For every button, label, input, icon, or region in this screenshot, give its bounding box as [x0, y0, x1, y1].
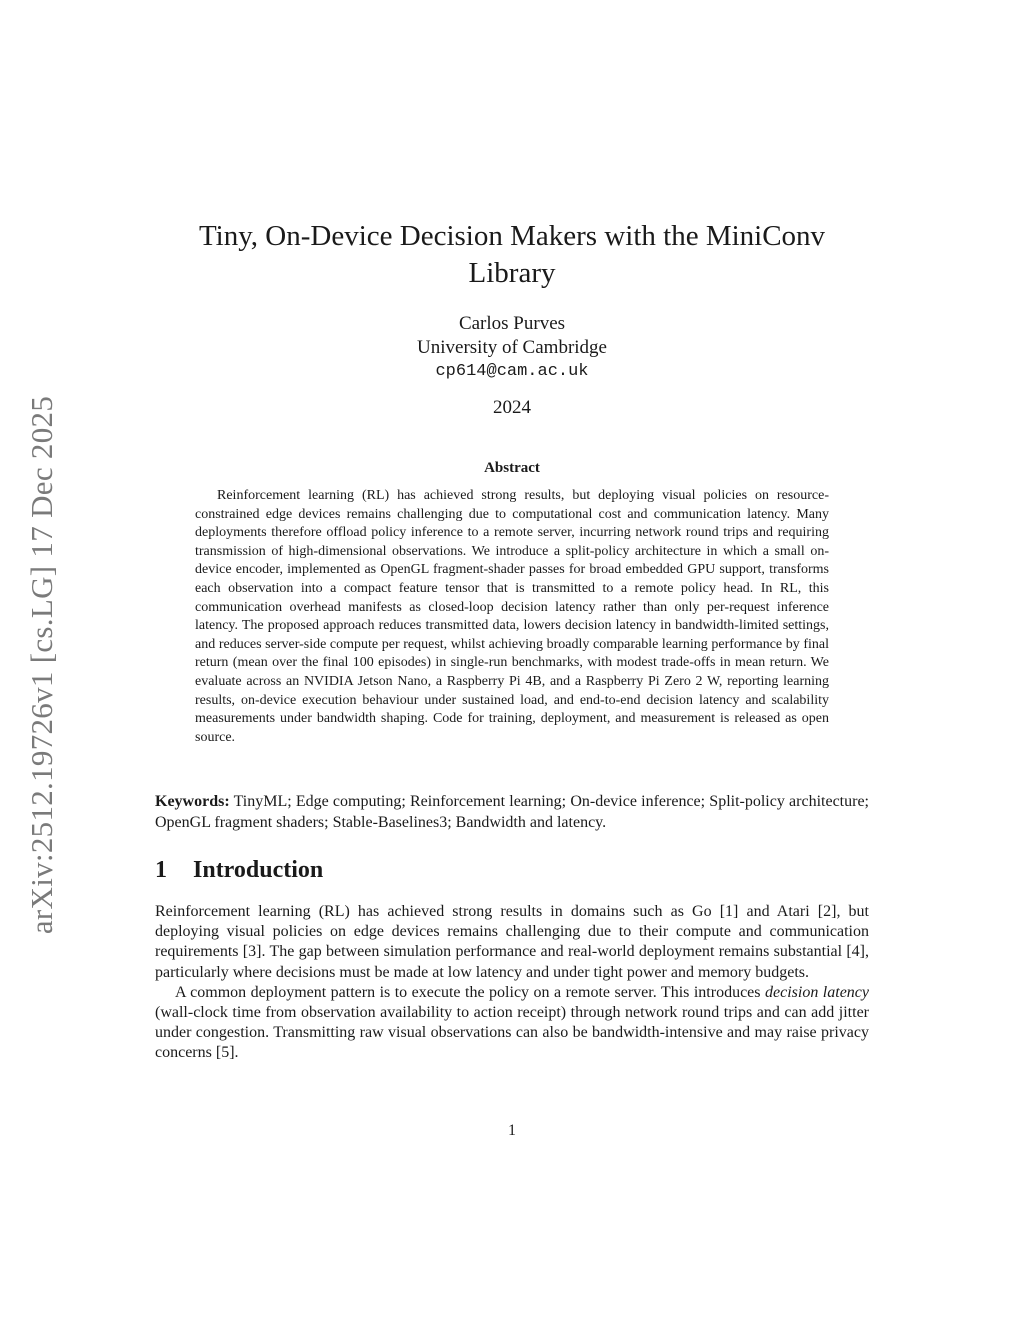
keywords-text: TinyML; Edge computing; Reinforcement learning; On-device inference; Split-policy architecture; OpenGL fragment shaders; Stable-Baselines3; Bandwidth and latency. — [155, 793, 869, 831]
author-block — [155, 312, 869, 384]
paragraph-1: Reinforcement learning (RL) has achieved strong results in domains such as Go [1] and Atari [2], but deploying visual policies on edge devices remains challenging due to their compute and communication requirements [3]. The gap between simulation performance and real-world deployment remains substantial [4], particularly where decisions must be made at low latency and under tight power and memory budgets. — [155, 903, 869, 981]
page-number: 1 — [508, 1122, 516, 1139]
introduction-body — [155, 902, 869, 1064]
section-number: 1 — [155, 857, 167, 883]
abstract-text: Reinforcement learning (RL) has achieved strong results, but deploying visual policies on resource-constrained edge devices remains challenging due to computational cost and communication latency. Many deployments therefore offload policy inference to a remote server, incurring network round trips and requiring transmission of high-dimensional observations. We introduce a split-policy architecture in which a small on-device encoder, implemented as OpenGL fragment-shader passes for broad embedded GPU support, transforms each observation into a compact feature tensor that is transmitted to a remote policy head. In RL, this communication overhead manifests as closed-loop decision latency rather than only per-request inference latency. The proposed approach reduces transmitted data, lowers decision latency in bandwidth-limited settings, and reduces server-side compute per request, whilst achieving broadly comparable learning performance by final return (mean over the final 100 episodes) in single-run benchmarks, with modest trade-offs in mean return. We evaluate across an NVIDIA Jetson Nano, a Raspberry Pi 4B, and a Raspberry Pi Zero 2 W, reporting learning results, on-device execution behaviour under sustained load, and end-to-end decision latency and scalability measurements under bandwidth shaping. Code for training, deployment, and measurement is released as open source. — [195, 488, 829, 745]
abstract-heading: Abstract — [484, 460, 540, 476]
arxiv-identifier: arXiv:2512.19726v1 [cs.LG] 17 Dec 2025 — [24, 395, 59, 935]
paragraph-2 — [155, 983, 869, 1064]
paragraph-2-emphasis: decision latency — [765, 983, 870, 1001]
paragraph-2-end: (wall-clock time from observation availability to action receipt) through network round trips and can add jitter under congestion. Transmitting raw visual observations can also be bandwidth-intensive and may raise privacy concerns [5]. — [155, 1004, 869, 1062]
author-email: cp614@cam.ac.uk — [435, 362, 589, 381]
section-title: Introduction — [193, 857, 324, 883]
keywords-label: Keywords: — [155, 793, 230, 810]
paper-year: 2024 — [493, 397, 531, 418]
arxiv-side-stamp — [12, 370, 72, 960]
author-name: Carlos Purves — [458, 313, 566, 334]
author-affiliation: University of Cambridge — [417, 337, 607, 358]
section-heading-introduction — [155, 857, 323, 884]
paragraph-2-start: A common deployment pattern is to execute the policy on a remote server. This introduces — [175, 983, 765, 1001]
keywords — [155, 791, 869, 833]
paper-title: Tiny, On-Device Decision Makers with the MiniConv Library — [198, 220, 826, 289]
